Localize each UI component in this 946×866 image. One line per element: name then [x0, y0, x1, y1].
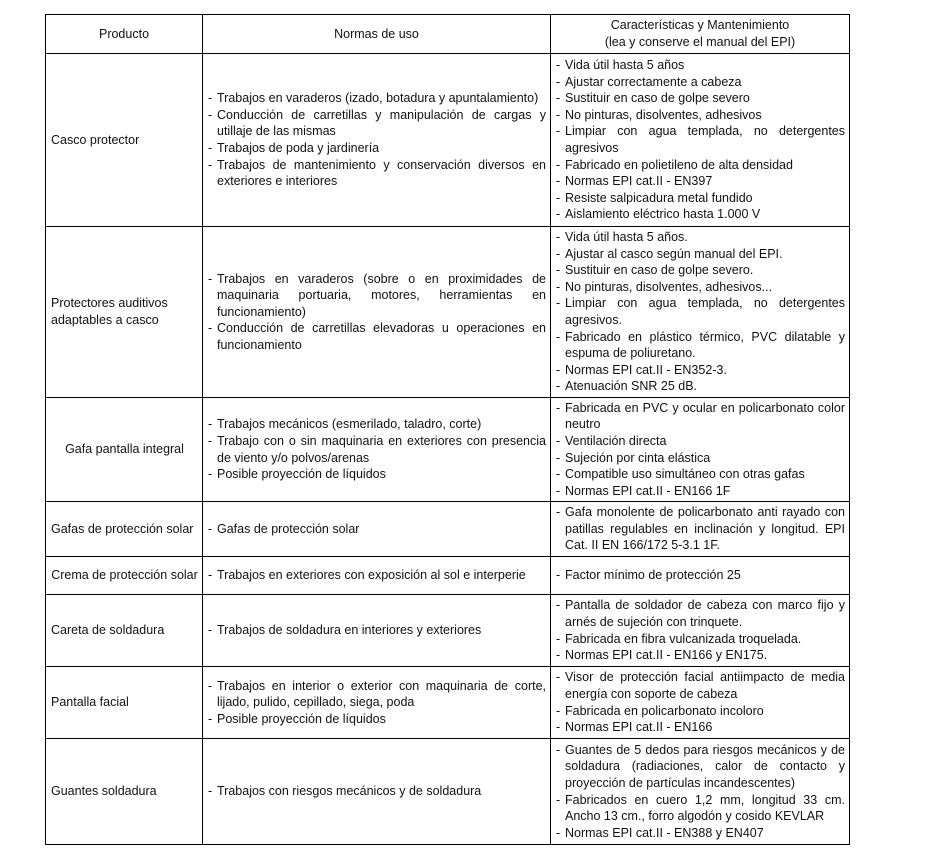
caracteristicas-cell	[551, 595, 850, 667]
list-item: - Normas EPI cat.II - EN166	[556, 719, 845, 736]
list-item: - Ventilación directa	[556, 433, 845, 450]
product-cell: Guantes soldadura	[46, 739, 203, 845]
product-cell: Gafas de protección solar	[46, 502, 203, 557]
product-cell: Crema de protección solar	[46, 557, 203, 595]
list-item: - Resiste salpicadura metal fundido	[556, 190, 845, 207]
header-producto: Producto	[46, 15, 203, 54]
list-item: - Posible proyección de líquidos	[208, 466, 546, 483]
normas-cell	[203, 667, 551, 739]
normas-cell	[203, 595, 551, 667]
list-item: - Conducción de carretillas y manipulación de cargas y utillaje de las mismas	[208, 107, 546, 140]
list-item: - Limpiar con agua templada, no detergentes agresivos.	[556, 295, 845, 328]
list-item: - Ajustar al casco según manual del EPI.	[556, 246, 845, 263]
list-item: - Pantalla de soldador de cabeza con marco fijo y arnés de sujeción con trinquete.	[556, 597, 845, 630]
caracteristicas-cell	[551, 502, 850, 557]
list-item: - Normas EPI cat.II - EN166 1F	[556, 483, 845, 500]
caracteristicas-cell	[551, 557, 850, 595]
list-item: - Fabricada en fibra vulcanizada troquelada.	[556, 631, 845, 648]
list-item: - Fabricado en plástico térmico, PVC dilatable y espuma de poliuretano.	[556, 329, 845, 362]
list-item: - Trabajos mecánicos (esmerilado, taladro, corte)	[208, 416, 546, 433]
list-item: - Fabricada en PVC y ocular en policarbonato color neutro	[556, 400, 845, 433]
list-item: - Normas EPI cat.II - EN352-3.	[556, 362, 845, 379]
list-item: - Vida útil hasta 5 años	[556, 57, 845, 74]
list-item: - Compatible uso simultáneo con otras gafas	[556, 466, 845, 483]
list-item: - Fabricado en polietileno de alta densidad	[556, 157, 845, 174]
table-row	[46, 595, 850, 667]
list-item: - Fabricada en policarbonato incoloro	[556, 703, 845, 720]
normas-cell	[203, 398, 551, 502]
header-caracteristicas	[551, 15, 850, 54]
list-item: - No pinturas, disolventes, adhesivos...	[556, 279, 845, 296]
table-row	[46, 54, 850, 227]
normas-cell	[203, 502, 551, 557]
list-item: - Vida útil hasta 5 años.	[556, 229, 845, 246]
list-item: - Gafa monolente de policarbonato anti rayado con patillas regulables en inclinación y longitud. EPI Cat. II EN 166/172 5-3.1 1F.	[556, 504, 845, 554]
list-item: - Sujeción por cinta elástica	[556, 450, 845, 467]
table-row	[46, 739, 850, 845]
list-item: - Trabajos de soldadura en interiores y exteriores	[208, 622, 546, 639]
product-cell: Gafa pantalla integral	[46, 398, 203, 502]
normas-cell	[203, 54, 551, 227]
header-normas: Normas de uso	[203, 15, 551, 54]
list-item: - Visor de protección facial antiimpacto de media energía con soporte de cabeza	[556, 669, 845, 702]
table-row	[46, 557, 850, 595]
list-item: - Posible proyección de líquidos	[208, 711, 546, 728]
list-item: - Trabajos con riesgos mecánicos y de soldadura	[208, 783, 546, 800]
list-item: - Sustituir en caso de golpe severo.	[556, 262, 845, 279]
caracteristicas-cell	[551, 227, 850, 398]
list-item: - Gafas de protección solar	[208, 521, 546, 538]
normas-cell	[203, 557, 551, 595]
table-row	[46, 227, 850, 398]
table-row	[46, 502, 850, 557]
list-item: - Trabajo con o sin maquinaria en exteriores con presencia de viento y/o polvos/arenas	[208, 433, 546, 466]
list-item: - Trabajos de poda y jardinería	[208, 140, 546, 157]
list-item: - Fabricados en cuero 1,2 mm, longitud 33 cm. Ancho 13 cm., forro algodón y cosido KEVLAR	[556, 792, 845, 825]
list-item: - Trabajos en varaderos (izado, botadura y apuntalamiento)	[208, 90, 546, 107]
list-item: - Trabajos en exteriores con exposición al sol e interperie	[208, 567, 546, 584]
table-row	[46, 667, 850, 739]
product-cell: Casco protector	[46, 54, 203, 227]
list-item: - Factor mínimo de protección 25	[556, 567, 845, 584]
epi-table	[45, 14, 850, 845]
list-item: - Normas EPI cat.II - EN388 y EN407	[556, 825, 845, 842]
list-item: - Conducción de carretillas elevadoras u operaciones en funcionamiento	[208, 320, 546, 353]
list-item: - No pinturas, disolventes, adhesivos	[556, 107, 845, 124]
header-caracteristicas-title: Características y Mantenimiento	[610, 18, 790, 33]
list-item: - Normas EPI cat.II - EN397	[556, 173, 845, 190]
product-cell: Protectores auditivos adaptables a casco	[46, 227, 203, 398]
caracteristicas-cell	[551, 739, 850, 845]
header-row	[46, 15, 850, 54]
list-item: - Aislamiento eléctrico hasta 1.000 V	[556, 206, 845, 223]
normas-cell	[203, 227, 551, 398]
caracteristicas-cell	[551, 667, 850, 739]
list-item: - Atenuación SNR 25 dB.	[556, 378, 845, 395]
list-item: - Normas EPI cat.II - EN166 y EN175.	[556, 647, 845, 664]
caracteristicas-cell	[551, 398, 850, 502]
list-item: - Trabajos en interior o exterior con maquinaria de corte, lijado, pulido, cepillado, siega, poda	[208, 678, 546, 711]
list-item: - Trabajos en varaderos (sobre o en proximidades de maquinaria portuaria, motores, herramientas en funcionamiento)	[208, 271, 546, 321]
header-caracteristicas-subtitle: (lea y conserve el manual del EPI)	[604, 35, 796, 49]
caracteristicas-cell	[551, 54, 850, 227]
list-item: - Sustituir en caso de golpe severo	[556, 90, 845, 107]
list-item: - Trabajos de mantenimiento y conservación diversos en exteriores e interiores	[208, 157, 546, 190]
list-item: - Ajustar correctamente a cabeza	[556, 74, 845, 91]
table-row	[46, 398, 850, 502]
product-cell: Pantalla facial	[46, 667, 203, 739]
normas-cell	[203, 739, 551, 845]
product-cell: Careta de soldadura	[46, 595, 203, 667]
list-item: - Guantes de 5 dedos para riesgos mecánicos y de soldadura (radiaciones, calor de contacto y proyección de partículas incandescentes)	[556, 742, 845, 792]
list-item: - Limpiar con agua templada, no detergentes agresivos	[556, 123, 845, 156]
